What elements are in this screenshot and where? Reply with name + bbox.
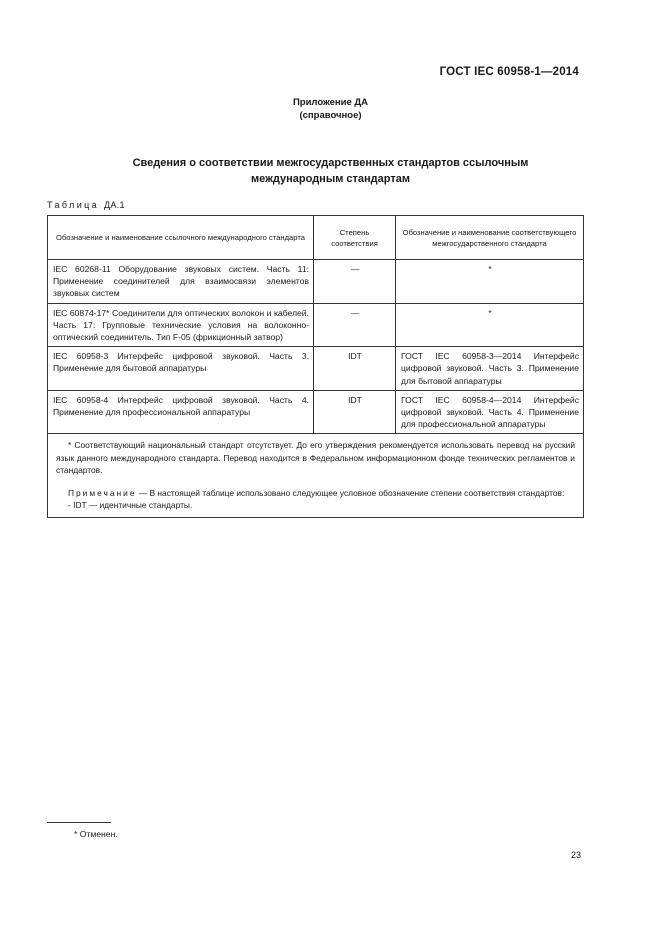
table-row [48,260,584,304]
cell-interstate-standard: ГОСТ IEC 60958-3—2014 Интерфейс цифровой звуковой. Часть 3. Применение для бытовой аппаратуры [396,347,584,391]
footnote-separator [47,822,111,823]
cell-interstate-standard: ГОСТ IEC 60958-4—2014 Интерфейс цифровой звуковой. Часть 4. Применение для профессиональной аппаратуры [396,390,584,434]
cell-degree: IDT [314,347,396,391]
header-interstate-standard: Обозначение и наименование соответствующего межгосударственного стандарта [396,216,584,260]
table-row [48,347,584,391]
cell-interstate-standard: * [396,303,584,347]
header-degree-of-correspondence: Степень соответствия [314,216,396,260]
remark-text: — В настоящей таблице использовано следующее условное обозначение степени соответствия стандартов: [138,487,565,498]
footnote: * Отменен. [74,829,118,839]
section-title-line-2: международным стандартам [251,173,410,185]
page-number: 23 [570,850,581,860]
cell-degree: IDT [314,390,396,434]
remark-label: Примечание [68,487,137,498]
section-title-line-1: Сведения о соответствии межгосударственных стандартов ссылочным [132,157,529,169]
table-notes-row [48,434,584,518]
cell-international-standard: IEC 60958-3 Интерфейс цифровой звуковой. Часть 3. Применение для бытовой аппаратуры [48,347,314,391]
cell-interstate-standard: * [396,260,584,304]
document-designation: ГОСТ IEC 60958-1—2014 [439,66,579,78]
table-remark [56,487,575,499]
annex-heading [0,96,661,122]
table-caption-word: Таблица [47,200,100,210]
section-title [60,155,601,187]
table-row [48,390,584,434]
table-caption [47,200,125,210]
header-international-standard: Обозначение и наименование ссылочного международного стандарта [48,216,314,260]
cell-international-standard: IEC 60874-17* Соединители для оптических волокон и кабелей. Часть 17: Групповые технические условия на волоконно-оптический соединитель. Тип F-05 (фрикционный затвор) [48,303,314,347]
table-notes [48,434,584,518]
table-row [48,303,584,347]
table-header-row [48,216,584,260]
cell-degree: — [314,260,396,304]
cell-international-standard: IEC 60268-11 Оборудование звуковых систем. Часть 11: Применение соединителей для взаимосвязи элементов звуковых систем [48,260,314,304]
footnote-explanation: * Соответствующий национальный стандарт отсутствует. До его утверждения рекомендуется использовать перевод на русский язык данного международного стандарта. Перевод находится в Федеральном информационном фонде технических регламентов и стандартов. [56,440,575,476]
table-caption-number: ДА.1 [104,200,125,210]
standards-correspondence-table [47,215,584,518]
annex-subtitle: (справочное) [299,110,362,121]
legend-item-idt: - IDT — идентичные стандарты. [68,500,193,511]
cell-degree: — [314,303,396,347]
annex-title: Приложение ДА [292,97,369,108]
cell-international-standard: IEC 60958-4 Интерфейс цифровой звуковой. Часть 4. Применение для профессиональной аппаратуры [48,390,314,434]
